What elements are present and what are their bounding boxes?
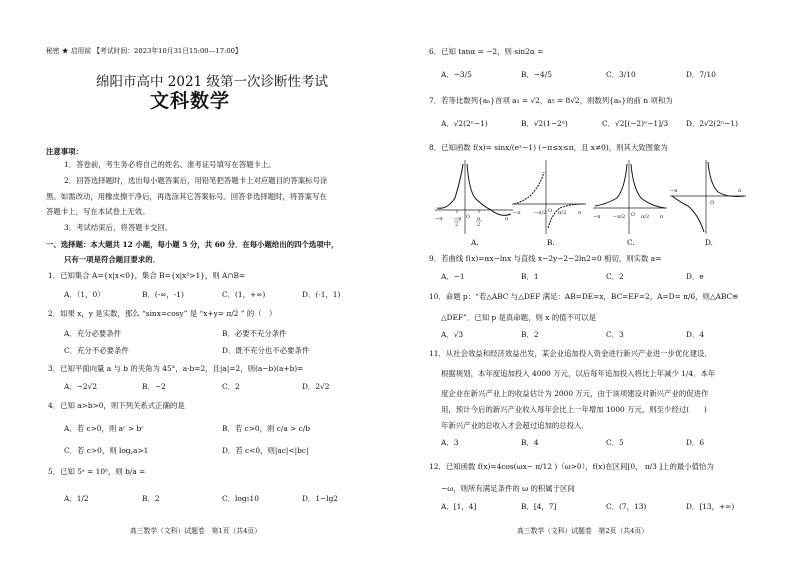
q2-option-a: A．充分必要条件 [64, 329, 122, 338]
svg-text:π: π [505, 216, 509, 222]
q11-option-b: B．4 [521, 438, 539, 447]
q5-option-b: B．2 [142, 494, 160, 503]
q12-option-d: D．[13，+∞) [686, 502, 735, 511]
svg-text:π: π [738, 188, 742, 194]
q6-option-b: B．−4/5 [521, 70, 552, 79]
q1-option-a: A．（1，0） [64, 290, 105, 299]
question-11-line2: 根据规划，本年度追加投入 4000 万元，以后每年追加投入将比上年减少 1/4．本年 [441, 369, 716, 378]
page-right [397, 0, 794, 561]
notice-title: 注意事项： [46, 147, 83, 156]
exam-header: 秘密 ★ 启用前 【考试时间：2023年10月31日15:00—17:00】 [46, 47, 242, 55]
question-1: 1．已知集合 A={x|x<0}，集合 B={x|x²>1}，则 A∩B= [48, 271, 246, 280]
graph-b [512, 158, 586, 236]
question-11-line5: 年新兴产业的总收入才会超过追加的总投入． [441, 421, 589, 430]
q3-option-a: A．−2√2 [64, 382, 98, 391]
graph-label-d: D. [705, 238, 714, 247]
q1-option-c: C．(1，+∞) [222, 290, 266, 299]
q10-option-a: A．√3 [441, 330, 464, 339]
notice-2b: 黑。如需改动，用橡皮擦干净后，再选涂其它答案标号。回答非选择题时，将答案写在 [46, 192, 327, 201]
notice-1: 1．答卷前，考生务必将自己的姓名、准考证号填写在答题卡上。 [64, 160, 276, 169]
svg-text:−π: −π [435, 216, 443, 222]
q12-option-a: A．[1，4] [441, 502, 477, 511]
q2-option-c: C．充分不必要条件 [64, 346, 129, 355]
notice-3: 3．考试结束后，将答题卡交回。 [64, 223, 173, 232]
svg-text:−π: −π [513, 210, 521, 216]
question-8: 8．已知函数 f(x)= sinx/(eˣ−1) (−π≤x≤π，且 x≠0)，则其大致图象为 [429, 143, 668, 152]
exam-subject: 文科数学 [150, 90, 231, 112]
svg-text:−π: −π [670, 188, 678, 194]
question-10: 10．命题 p：“若△ABC 与△DEF 满足：AB=DE=x，BC=EF=2，A=D= π/6，则△ABC≌ [429, 292, 739, 301]
q11-option-d: D．6 [686, 438, 705, 447]
q12-option-b: B．[4，7] [521, 502, 557, 511]
svg-text:O: O [631, 212, 636, 218]
graph-label-b: B. [547, 238, 555, 247]
question-10-line2: △DEF”．已知 p 是真命题，则 x 的值不可以是 [441, 313, 597, 322]
graph-c [593, 158, 667, 236]
svg-text:2: 2 [455, 222, 459, 228]
q7-option-b: B．√2(1−2ⁿ) [521, 119, 568, 128]
q5-option-a: A．1/2 [64, 494, 89, 503]
q4-option-a: A．若 c>0，则 aᶜ > bᶜ [64, 424, 144, 433]
q10-option-d: D．4 [686, 330, 705, 339]
q11-option-c: C．5 [606, 438, 624, 447]
q6-option-a: A．−3/5 [441, 70, 472, 79]
q4-option-b: B．若 c>0，则 c/a > c/b [222, 424, 311, 433]
svg-text:O: O [466, 214, 471, 220]
q9-option-c: C．2 [606, 272, 624, 281]
svg-text:−π: −π [593, 214, 601, 220]
q1-option-d: D．(-1，1) [302, 290, 341, 299]
q1-option-b: B．(-∞，-1) [142, 290, 184, 299]
q2-option-d: D．既不充分也不必要条件 [222, 346, 310, 355]
q3-option-d: D．2√2 [302, 382, 330, 391]
svg-text:O: O [548, 208, 553, 214]
section1-header: 一、选择题：本大题共 12 小题，每小题 5 分，共 60 分．在每小题给出的四个选项中， [46, 240, 339, 249]
q4-option-d: D．若 c<0，则|ac|<|bc| [222, 446, 309, 455]
notice-2c: 答题卡上，写在本试卷上无效。 [46, 207, 150, 216]
question-9: 9．若曲线 f(x)=αx−lnx 与直线 x−2y−2−2ln2=0 相切，则实数 a= [429, 254, 662, 263]
q10-option-b: B．2 [521, 330, 539, 339]
question-3: 3．已知平面向量 a 与 b 的夹角为 45°，a·b=2，且|a|=2，则(a−b)(a+b)= [48, 364, 304, 373]
q12-option-c: C．(7，13) [606, 502, 647, 511]
question-12-line2: −ω，则所有满足条件的 ω 的积属于区间 [441, 484, 575, 493]
question-4: 4．已知 a>b>0，则下列关系式正确的是 [48, 401, 185, 410]
svg-text:π: π [477, 216, 481, 222]
svg-text:π/2: π/2 [558, 210, 567, 216]
question-11: 11．从社会效益和经济效益出发，某企业追加投入资金进行新兴产业进一步优化建设． [429, 349, 712, 358]
q3-option-b: B．−2 [142, 382, 166, 391]
q9-option-d: D．e [686, 272, 704, 281]
q9-option-b: B．1 [521, 272, 539, 281]
q3-option-c: C．2 [222, 382, 240, 391]
graph-a [435, 158, 513, 236]
q6-option-c: C．3/10 [606, 70, 636, 79]
page-footer-left: 高三数学（文科）试题卷 第1页（共4页） [130, 527, 261, 535]
question-5: 5．已知 5ᵃ = 10ᵇ，则 b/a = [48, 467, 146, 476]
page-footer-right: 高三数学（文科）试题卷 第2页（共4页） [517, 527, 648, 535]
svg-text:π: π [578, 210, 582, 216]
question-6: 6．已知 tanα = −2，则 sin2α = [429, 47, 544, 56]
q7-option-d: D．2√2(2ⁿ−1) [686, 119, 738, 128]
svg-text:O: O [710, 200, 715, 206]
svg-text:−π/2: −π/2 [534, 210, 547, 216]
q7-option-c: C．√2[(−2)ⁿ−1]/3 [602, 119, 669, 128]
q6-option-d: D．7/10 [686, 70, 716, 79]
graph-label-c: C. [627, 238, 635, 247]
q5-option-c: C．log₅10 [222, 494, 259, 503]
graph-label-a: A. [471, 238, 479, 247]
svg-text:π: π [660, 214, 664, 220]
svg-text:π/2: π/2 [641, 214, 650, 220]
question-7: 7．若等比数列{aₙ}首项 a₁ = √2，a₅ = 8√2，则数列{aₙ}的前 n 项和为 [429, 96, 673, 105]
graph-d [670, 158, 746, 236]
question-2: 2．如果 x，y 是实数，那么 “sinx=cosy” 是 “x+y= π/2 ” 的（ ） [48, 309, 277, 318]
q4-option-c: C．若 c>0，则 log꜀a>1 [64, 446, 149, 455]
section1-header-2: 只有一项是符合题目要求的． [64, 255, 161, 264]
q9-option-a: A．−1 [441, 272, 465, 281]
svg-text:2: 2 [477, 222, 481, 228]
exam-title: 绵阳市高中 2021 级第一次诊断性考试 [96, 74, 328, 90]
q11-option-a: A．3 [441, 438, 459, 447]
q7-option-a: A．√2(2ⁿ−1) [441, 119, 488, 128]
question-12: 12．已知函数 f(x)=4cos(ωx− π/12 )（ω>0），f(x)在区间[0， π/3 ]上的最小值恰为 [429, 462, 714, 471]
question-11-line3: 度企业在新兴产业上的收益估计为 2000 万元，由于该项建设对新兴产业的促进作 [441, 389, 709, 398]
svg-text:−π/2: −π/2 [613, 214, 626, 220]
q10-option-c: C．3 [606, 330, 624, 339]
q5-option-d: D．1−lg2 [302, 494, 339, 503]
q2-option-b: B．必要不充分条件 [222, 329, 287, 338]
question-11-line4: 用，预计今后的新兴产业收入每年会比上一年增加 1000 万元，则至少经过( ) [441, 405, 707, 414]
notice-2: 2．回答选择题时，选出每小题答案后，用铅笔把答题卡上对应题目的答案标号涂 [64, 176, 328, 185]
svg-text:−π: −π [454, 216, 462, 222]
